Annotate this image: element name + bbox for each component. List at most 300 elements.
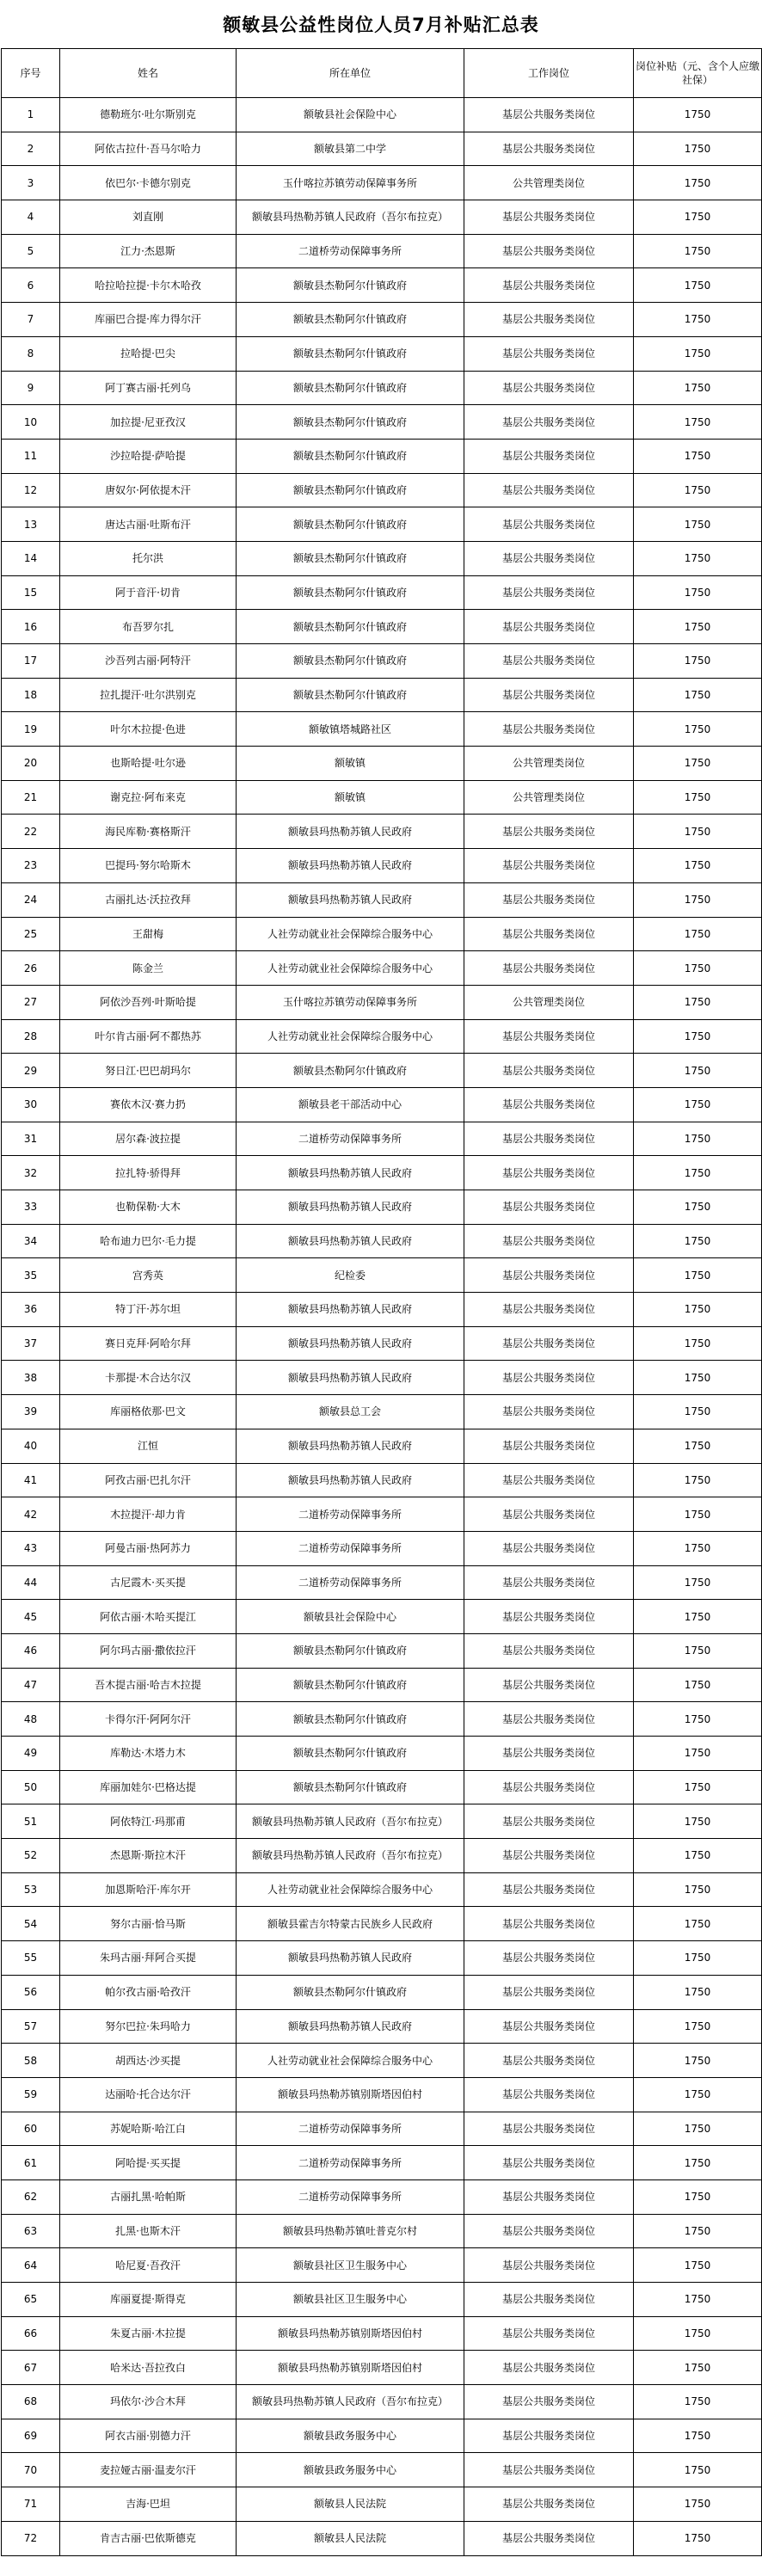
cell-no: 23 — [2, 849, 60, 883]
cell-name: 依巴尔·卡德尔别克 — [60, 166, 237, 200]
cell-amount: 1750 — [634, 849, 762, 883]
table-row — [2, 951, 762, 986]
cell-amount: 1750 — [634, 1907, 762, 1941]
cell-name: 加恩斯哈汗·库尔开 — [60, 1872, 237, 1907]
cell-unit: 额敏县玛热勒苏镇吐普克尔村 — [237, 2214, 464, 2248]
cell-name: 古尼霞木·买买提 — [60, 1565, 237, 1600]
cell-name: 卡那提·木合达尔汉 — [60, 1361, 237, 1395]
cell-name: 吉海·巴坦 — [60, 2487, 237, 2522]
cell-no: 40 — [2, 1429, 60, 1463]
cell-amount: 1750 — [634, 678, 762, 712]
table-row — [2, 1463, 762, 1497]
cell-unit: 额敏县玛热勒苏镇人民政府 — [237, 1190, 464, 1225]
cell-name: 阿于音汗·切肯 — [60, 575, 237, 610]
cell-name: 阿依沙吾列·叶斯哈提 — [60, 985, 237, 1019]
cell-position: 基层公共服务类岗位 — [464, 815, 634, 849]
cell-unit: 二道桥劳动保障事务所 — [237, 1122, 464, 1156]
cell-name: 努尔巴拉·朱玛哈力 — [60, 2009, 237, 2044]
cell-amount: 1750 — [634, 234, 762, 268]
table-row — [2, 1839, 762, 1873]
cell-name: 阿依古丽·木哈买提江 — [60, 1600, 237, 1634]
cell-amount: 1750 — [634, 644, 762, 679]
cell-name: 叶尔肯古丽·阿不都热苏 — [60, 1019, 237, 1054]
table-row — [2, 1122, 762, 1156]
cell-unit: 额敏县第二中学 — [237, 132, 464, 166]
cell-name: 也勒保勒·大木 — [60, 1190, 237, 1225]
cell-unit: 额敏县社会保险中心 — [237, 1600, 464, 1634]
table-row — [2, 234, 762, 268]
cell-unit: 额敏县玛热勒苏镇人民政府 — [237, 1463, 464, 1497]
table-row — [2, 2316, 762, 2351]
cell-name: 哈布迪力巴尔·毛力提 — [60, 1224, 237, 1258]
cell-name: 扎黑·也斯木汗 — [60, 2214, 237, 2248]
cell-position: 基层公共服务类岗位 — [464, 1224, 634, 1258]
cell-amount: 1750 — [634, 2146, 762, 2180]
cell-name: 江恒 — [60, 1429, 237, 1463]
cell-amount: 1750 — [634, 473, 762, 507]
cell-unit: 额敏县玛热勒苏镇人民政府 — [237, 1326, 464, 1361]
cell-unit: 额敏镇 — [237, 780, 464, 815]
cell-no: 9 — [2, 371, 60, 405]
cell-amount: 1750 — [634, 747, 762, 781]
cell-position: 基层公共服务类岗位 — [464, 1463, 634, 1497]
cell-position: 基层公共服务类岗位 — [464, 1156, 634, 1190]
cell-no: 37 — [2, 1326, 60, 1361]
cell-amount: 1750 — [634, 200, 762, 235]
cell-unit: 额敏县杰勒阿尔什镇政府 — [237, 1668, 464, 1702]
cell-amount: 1750 — [634, 882, 762, 917]
cell-unit: 额敏县杰勒阿尔什镇政府 — [237, 1770, 464, 1804]
table-row — [2, 2453, 762, 2487]
cell-name: 拉扎特·骄得拜 — [60, 1156, 237, 1190]
table-row — [2, 1941, 762, 1976]
cell-no: 26 — [2, 951, 60, 986]
cell-name: 吾木提古丽·哈吉木拉提 — [60, 1668, 237, 1702]
cell-unit: 额敏县玛热勒苏镇人民政府 — [237, 1429, 464, 1463]
cell-position: 基层公共服务类岗位 — [464, 1770, 634, 1804]
table-row — [2, 1087, 762, 1122]
table-row — [2, 712, 762, 747]
cell-name: 谢克拉·阿布来克 — [60, 780, 237, 815]
cell-position: 基层公共服务类岗位 — [464, 132, 634, 166]
cell-no: 32 — [2, 1156, 60, 1190]
cell-name: 沙吾列古丽·阿特汗 — [60, 644, 237, 679]
cell-amount: 1750 — [634, 1600, 762, 1634]
cell-unit: 额敏县玛热勒苏镇人民政府（吾尔布拉克） — [237, 1804, 464, 1839]
table-row — [2, 678, 762, 712]
table-row — [2, 2521, 762, 2555]
cell-amount: 1750 — [634, 1224, 762, 1258]
cell-unit: 二道桥劳动保障事务所 — [237, 234, 464, 268]
cell-position: 基层公共服务类岗位 — [464, 2487, 634, 2522]
cell-name: 帕尔孜古丽·哈孜汗 — [60, 1975, 237, 2009]
cell-amount: 1750 — [634, 1258, 762, 1293]
cell-name: 库勒达·木塔力木 — [60, 1737, 237, 1771]
cell-amount: 1750 — [634, 336, 762, 371]
cell-unit: 人社劳动就业社会保障综合服务中心 — [237, 917, 464, 951]
cell-amount: 1750 — [634, 507, 762, 542]
cell-unit: 二道桥劳动保障事务所 — [237, 2112, 464, 2146]
cell-position: 基层公共服务类岗位 — [464, 951, 634, 986]
cell-unit: 人社劳动就业社会保障综合服务中心 — [237, 951, 464, 986]
cell-name: 阿丁赛古丽·托列乌 — [60, 371, 237, 405]
table-row — [2, 2214, 762, 2248]
cell-no: 50 — [2, 1770, 60, 1804]
cell-amount: 1750 — [634, 610, 762, 644]
table-row — [2, 2179, 762, 2214]
cell-name: 拉哈提·巴尖 — [60, 336, 237, 371]
cell-unit: 额敏县玛热勒苏镇别斯塔因伯村 — [237, 2351, 464, 2385]
cell-no: 67 — [2, 2351, 60, 2385]
cell-position: 基层公共服务类岗位 — [464, 303, 634, 337]
cell-no: 59 — [2, 2077, 60, 2112]
cell-unit: 额敏县杰勒阿尔什镇政府 — [237, 610, 464, 644]
cell-no: 58 — [2, 2044, 60, 2078]
cell-name: 阿衣古丽·别德力汗 — [60, 2419, 237, 2453]
cell-unit: 额敏县杰勒阿尔什镇政府 — [237, 644, 464, 679]
cell-no: 25 — [2, 917, 60, 951]
cell-position: 基层公共服务类岗位 — [464, 1293, 634, 1327]
cell-position: 基层公共服务类岗位 — [464, 507, 634, 542]
cell-name: 阿孜古丽·巴扎尔汗 — [60, 1463, 237, 1497]
cell-no: 4 — [2, 200, 60, 235]
cell-name: 努尔古丽·恰马斯 — [60, 1907, 237, 1941]
cell-name: 王甜梅 — [60, 917, 237, 951]
cell-unit: 额敏县杰勒阿尔什镇政府 — [237, 268, 464, 303]
document-title: 额敏县公益性岗位人员7月补贴汇总表 — [223, 15, 539, 35]
cell-amount: 1750 — [634, 575, 762, 610]
table-row — [2, 2419, 762, 2453]
cell-position: 基层公共服务类岗位 — [464, 2385, 634, 2419]
cell-no: 2 — [2, 132, 60, 166]
cell-position: 基层公共服务类岗位 — [464, 2146, 634, 2180]
cell-no: 21 — [2, 780, 60, 815]
header-position: 工作岗位 — [464, 49, 634, 98]
cell-amount: 1750 — [634, 1395, 762, 1429]
cell-position: 基层公共服务类岗位 — [464, 575, 634, 610]
table-row — [2, 268, 762, 303]
cell-position: 基层公共服务类岗位 — [464, 98, 634, 132]
cell-amount: 1750 — [634, 1565, 762, 1600]
cell-name: 布吾罗尔扎 — [60, 610, 237, 644]
cell-position: 基层公共服务类岗位 — [464, 1907, 634, 1941]
cell-amount: 1750 — [634, 2044, 762, 2078]
table-row — [2, 1258, 762, 1293]
cell-unit: 额敏镇 — [237, 747, 464, 781]
cell-unit: 额敏县玛热勒苏镇别斯塔因伯村 — [237, 2077, 464, 2112]
cell-amount: 1750 — [634, 1770, 762, 1804]
cell-name: 阿曼古丽·热阿苏力 — [60, 1531, 237, 1565]
cell-position: 基层公共服务类岗位 — [464, 2521, 634, 2555]
table-row — [2, 371, 762, 405]
cell-no: 15 — [2, 575, 60, 610]
cell-amount: 1750 — [634, 1361, 762, 1395]
cell-amount: 1750 — [634, 712, 762, 747]
cell-no: 66 — [2, 2316, 60, 2351]
cell-no: 55 — [2, 1941, 60, 1976]
cell-position: 基层公共服务类岗位 — [464, 2009, 634, 2044]
table-row — [2, 2112, 762, 2146]
cell-name: 库丽加娃尔·巴格达提 — [60, 1770, 237, 1804]
cell-name: 巴提玛·努尔哈斯木 — [60, 849, 237, 883]
cell-amount: 1750 — [634, 1122, 762, 1156]
cell-no: 16 — [2, 610, 60, 644]
cell-position: 基层公共服务类岗位 — [464, 268, 634, 303]
header-name: 姓名 — [60, 49, 237, 98]
cell-amount: 1750 — [634, 1293, 762, 1327]
cell-no: 62 — [2, 2179, 60, 2214]
cell-unit: 额敏县玛热勒苏镇人民政府 — [237, 1224, 464, 1258]
cell-amount: 1750 — [634, 2385, 762, 2419]
cell-position: 基层公共服务类岗位 — [464, 1019, 634, 1054]
cell-amount: 1750 — [634, 1156, 762, 1190]
cell-position: 基层公共服务类岗位 — [464, 336, 634, 371]
table-row — [2, 2146, 762, 2180]
cell-unit: 额敏县政务服务中心 — [237, 2419, 464, 2453]
cell-no: 8 — [2, 336, 60, 371]
cell-name: 阿哈提·买买提 — [60, 2146, 237, 2180]
table-row — [2, 1497, 762, 1532]
cell-unit: 额敏县杰勒阿尔什镇政府 — [237, 541, 464, 575]
cell-no: 27 — [2, 985, 60, 1019]
subsidy-table — [1, 48, 762, 2556]
table-body — [2, 98, 762, 2556]
cell-unit: 额敏县霍吉尔特蒙古民族乡人民政府 — [237, 1907, 464, 1941]
cell-name: 江力·杰恩斯 — [60, 234, 237, 268]
cell-amount: 1750 — [634, 405, 762, 440]
cell-position: 基层公共服务类岗位 — [464, 1633, 634, 1668]
cell-position: 基层公共服务类岗位 — [464, 1804, 634, 1839]
cell-position: 公共管理类岗位 — [464, 780, 634, 815]
table-row — [2, 1531, 762, 1565]
cell-position: 基层公共服务类岗位 — [464, 1361, 634, 1395]
cell-no: 63 — [2, 2214, 60, 2248]
table-row — [2, 1600, 762, 1634]
cell-no: 68 — [2, 2385, 60, 2419]
cell-position: 基层公共服务类岗位 — [464, 882, 634, 917]
cell-name: 努日江·巴巴胡玛尔 — [60, 1054, 237, 1088]
table-row — [2, 2077, 762, 2112]
cell-no: 11 — [2, 439, 60, 473]
cell-amount: 1750 — [634, 132, 762, 166]
cell-position: 基层公共服务类岗位 — [464, 1600, 634, 1634]
cell-unit: 额敏县杰勒阿尔什镇政府 — [237, 405, 464, 440]
table-row — [2, 405, 762, 440]
cell-amount: 1750 — [634, 1941, 762, 1976]
cell-no: 24 — [2, 882, 60, 917]
cell-name: 库丽夏提·斯得克 — [60, 2283, 237, 2317]
cell-unit: 额敏县社区卫生服务中心 — [237, 2248, 464, 2283]
cell-name: 胡西达·沙买提 — [60, 2044, 237, 2078]
table-row — [2, 1804, 762, 1839]
cell-position: 基层公共服务类岗位 — [464, 1941, 634, 1976]
table-row — [2, 780, 762, 815]
table-row — [2, 2283, 762, 2317]
cell-name: 库丽巴合提·库力得尔汗 — [60, 303, 237, 337]
cell-unit: 额敏镇塔城路社区 — [237, 712, 464, 747]
cell-unit: 额敏县玛热勒苏镇人民政府 — [237, 1293, 464, 1327]
cell-amount: 1750 — [634, 780, 762, 815]
cell-position: 基层公共服务类岗位 — [464, 405, 634, 440]
cell-name: 玛依尔·沙合木拜 — [60, 2385, 237, 2419]
cell-unit: 额敏县杰勒阿尔什镇政府 — [237, 575, 464, 610]
table-row — [2, 303, 762, 337]
cell-position: 基层公共服务类岗位 — [464, 712, 634, 747]
cell-position: 基层公共服务类岗位 — [464, 2419, 634, 2453]
cell-name: 阿依特江·玛那甫 — [60, 1804, 237, 1839]
cell-name: 库丽格依那·巴文 — [60, 1395, 237, 1429]
cell-no: 65 — [2, 2283, 60, 2317]
cell-no: 47 — [2, 1668, 60, 1702]
table-row — [2, 1224, 762, 1258]
cell-amount: 1750 — [634, 1737, 762, 1771]
table-row — [2, 541, 762, 575]
cell-no: 44 — [2, 1565, 60, 1600]
cell-unit: 玉什喀拉苏镇劳动保障事务所 — [237, 985, 464, 1019]
cell-unit: 人社劳动就业社会保障综合服务中心 — [237, 1019, 464, 1054]
table-row — [2, 507, 762, 542]
cell-amount: 1750 — [634, 303, 762, 337]
table-row — [2, 1190, 762, 1225]
cell-no: 34 — [2, 1224, 60, 1258]
cell-no: 45 — [2, 1600, 60, 1634]
cell-amount: 1750 — [634, 1326, 762, 1361]
cell-name: 托尔洪 — [60, 541, 237, 575]
table-row — [2, 1975, 762, 2009]
table-row — [2, 815, 762, 849]
cell-position: 公共管理类岗位 — [464, 747, 634, 781]
cell-no: 42 — [2, 1497, 60, 1532]
table-row — [2, 1395, 762, 1429]
cell-no: 71 — [2, 2487, 60, 2522]
table-row — [2, 2009, 762, 2044]
cell-unit: 额敏县杰勒阿尔什镇政府 — [237, 507, 464, 542]
cell-no: 12 — [2, 473, 60, 507]
table-row — [2, 1293, 762, 1327]
table-row — [2, 1872, 762, 1907]
cell-amount: 1750 — [634, 2077, 762, 2112]
cell-amount: 1750 — [634, 2419, 762, 2453]
cell-position: 基层公共服务类岗位 — [464, 1839, 634, 1873]
cell-amount: 1750 — [634, 2283, 762, 2317]
cell-position: 基层公共服务类岗位 — [464, 541, 634, 575]
cell-position: 基层公共服务类岗位 — [464, 678, 634, 712]
cell-name: 杰恩斯·斯拉木汗 — [60, 1839, 237, 1873]
cell-position: 基层公共服务类岗位 — [464, 234, 634, 268]
cell-unit: 二道桥劳动保障事务所 — [237, 2179, 464, 2214]
table-row — [2, 575, 762, 610]
cell-name: 麦拉娅古丽·温麦尔汗 — [60, 2453, 237, 2487]
cell-name: 苏妮哈斯·哈江白 — [60, 2112, 237, 2146]
header-subsidy: 岗位补贴（元、含个人应缴社保） — [634, 49, 762, 98]
cell-unit: 额敏县杰勒阿尔什镇政府 — [237, 473, 464, 507]
cell-unit: 人社劳动就业社会保障综合服务中心 — [237, 1872, 464, 1907]
cell-position: 基层公共服务类岗位 — [464, 1702, 634, 1737]
cell-position: 基层公共服务类岗位 — [464, 1737, 634, 1771]
cell-position: 基层公共服务类岗位 — [464, 2044, 634, 2078]
cell-unit: 额敏县杰勒阿尔什镇政府 — [237, 303, 464, 337]
cell-name: 特丁汗·苏尔坦 — [60, 1293, 237, 1327]
table-row — [2, 1361, 762, 1395]
cell-amount: 1750 — [634, 951, 762, 986]
cell-amount: 1750 — [634, 2316, 762, 2351]
table-row — [2, 2351, 762, 2385]
cell-unit: 二道桥劳动保障事务所 — [237, 1497, 464, 1532]
cell-no: 39 — [2, 1395, 60, 1429]
cell-amount: 1750 — [634, 2179, 762, 2214]
cell-amount: 1750 — [634, 1190, 762, 1225]
cell-position: 基层公共服务类岗位 — [464, 371, 634, 405]
cell-position: 基层公共服务类岗位 — [464, 439, 634, 473]
cell-no: 5 — [2, 234, 60, 268]
cell-position: 基层公共服务类岗位 — [464, 1497, 634, 1532]
cell-no: 46 — [2, 1633, 60, 1668]
cell-amount: 1750 — [634, 1668, 762, 1702]
cell-no: 64 — [2, 2248, 60, 2283]
cell-name: 达丽哈·托合达尔汗 — [60, 2077, 237, 2112]
cell-no: 61 — [2, 2146, 60, 2180]
cell-position: 基层公共服务类岗位 — [464, 1668, 634, 1702]
table-row — [2, 849, 762, 883]
cell-name: 赛日克拜·阿哈尔拜 — [60, 1326, 237, 1361]
cell-position: 基层公共服务类岗位 — [464, 1429, 634, 1463]
cell-unit: 额敏县杰勒阿尔什镇政府 — [237, 678, 464, 712]
cell-position: 基层公共服务类岗位 — [464, 2351, 634, 2385]
cell-name: 古丽扎黑·哈帕斯 — [60, 2179, 237, 2214]
cell-name: 肯吉古丽·巴依斯德克 — [60, 2521, 237, 2555]
table-row — [2, 2248, 762, 2283]
cell-no: 17 — [2, 644, 60, 679]
cell-unit: 额敏县总工会 — [237, 1395, 464, 1429]
cell-name: 居尔森·波拉提 — [60, 1122, 237, 1156]
cell-amount: 1750 — [634, 98, 762, 132]
table-row — [2, 2487, 762, 2522]
cell-amount: 1750 — [634, 1087, 762, 1122]
table-header — [2, 49, 762, 98]
cell-name: 沙拉哈提·萨哈提 — [60, 439, 237, 473]
table-row — [2, 1019, 762, 1054]
cell-no: 29 — [2, 1054, 60, 1088]
cell-no: 18 — [2, 678, 60, 712]
cell-unit: 额敏县政务服务中心 — [237, 2453, 464, 2487]
cell-position: 基层公共服务类岗位 — [464, 2112, 634, 2146]
cell-position: 基层公共服务类岗位 — [464, 200, 634, 235]
cell-unit: 额敏县玛热勒苏镇人民政府（吾尔布拉克） — [237, 200, 464, 235]
cell-name: 唐达古丽·吐斯布汗 — [60, 507, 237, 542]
cell-amount: 1750 — [634, 439, 762, 473]
cell-name: 哈尼夏·吾孜汗 — [60, 2248, 237, 2283]
cell-amount: 1750 — [634, 2248, 762, 2283]
cell-no: 72 — [2, 2521, 60, 2555]
cell-position: 基层公共服务类岗位 — [464, 1975, 634, 2009]
header-no: 序号 — [2, 49, 60, 98]
cell-position: 基层公共服务类岗位 — [464, 2179, 634, 2214]
cell-unit: 额敏县人民法院 — [237, 2487, 464, 2522]
cell-no: 30 — [2, 1087, 60, 1122]
cell-name: 加拉提·尼亚孜汉 — [60, 405, 237, 440]
cell-name: 也斯哈提·吐尔逊 — [60, 747, 237, 781]
cell-amount: 1750 — [634, 166, 762, 200]
cell-position: 基层公共服务类岗位 — [464, 1087, 634, 1122]
table-row — [2, 1907, 762, 1941]
cell-position: 基层公共服务类岗位 — [464, 2248, 634, 2283]
cell-name: 叶尔木拉提·色进 — [60, 712, 237, 747]
cell-amount: 1750 — [634, 541, 762, 575]
cell-position: 公共管理类岗位 — [464, 985, 634, 1019]
cell-position: 基层公共服务类岗位 — [464, 2453, 634, 2487]
cell-position: 基层公共服务类岗位 — [464, 473, 634, 507]
cell-unit: 额敏县玛热勒苏镇人民政府 — [237, 1361, 464, 1395]
